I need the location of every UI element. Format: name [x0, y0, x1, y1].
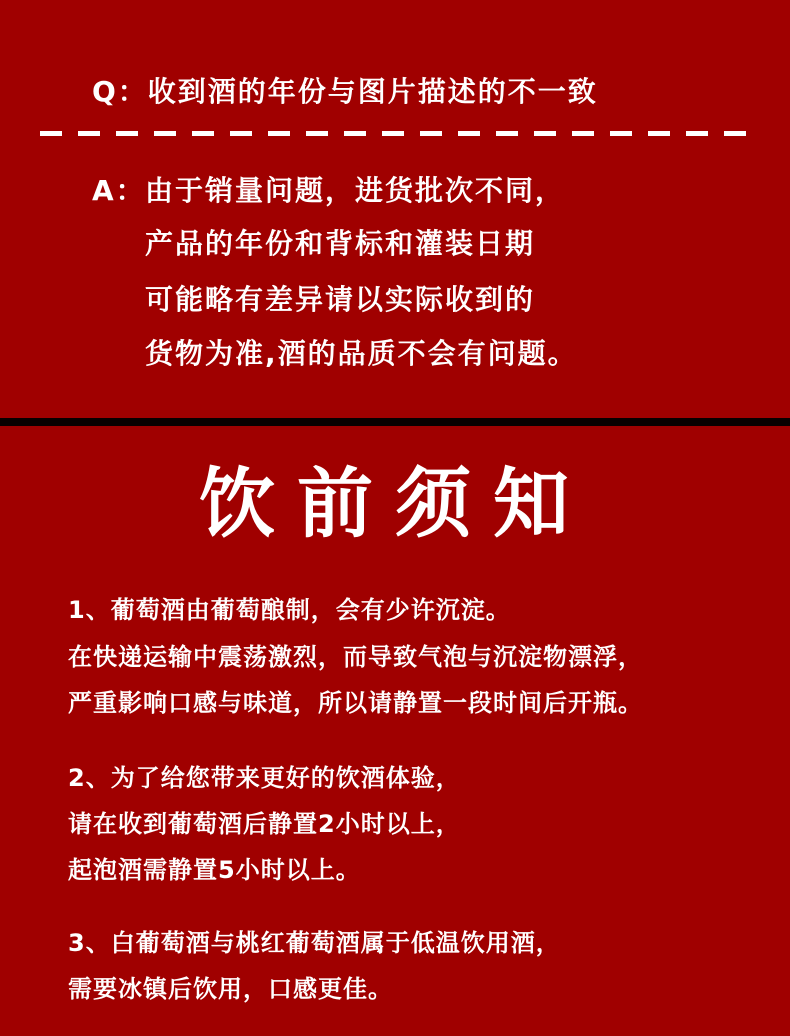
faq-answer-line: 产品的年份和背标和灌装日期: [145, 227, 536, 260]
faq-question: Q：收到酒的年份与图片描述的不一致: [92, 75, 598, 108]
notice-line: 起泡酒需静置5小时以上。: [68, 856, 361, 884]
dashed-divider: [40, 131, 756, 136]
faq-answer-line: 货物为准,酒的品质不会有问题。: [145, 337, 578, 370]
notice-line: 请在收到葡萄酒后静置2小时以上，: [68, 810, 461, 838]
faq-answer-label: A：: [92, 174, 146, 207]
notice-line: 在快递运输中震荡激烈，而导致气泡与沉淀物漂浮，: [68, 643, 643, 671]
notice-line: 严重影响口感与味道，所以请静置一段时间后开瓶。: [68, 689, 643, 717]
notice-line: 需要冰镇后饮用，口感更佳。: [68, 975, 393, 1003]
notice-title: 饮前须知: [199, 459, 591, 548]
notice-line: 1、葡萄酒由葡萄酿制，会有少许沉淀。: [68, 596, 511, 624]
notice-line: 2、为了给您带来更好的饮酒体验，: [68, 764, 461, 792]
section-divider: [0, 418, 790, 426]
faq-answer-line: 可能略有差异请以实际收到的: [145, 283, 536, 316]
faq-answer-line: 由于销量问题，进货批次不同，: [145, 174, 566, 207]
notice-line: 3、白葡萄酒与桃红葡萄酒属于低温饮用酒，: [68, 929, 561, 957]
faq-panel: [0, 0, 790, 420]
